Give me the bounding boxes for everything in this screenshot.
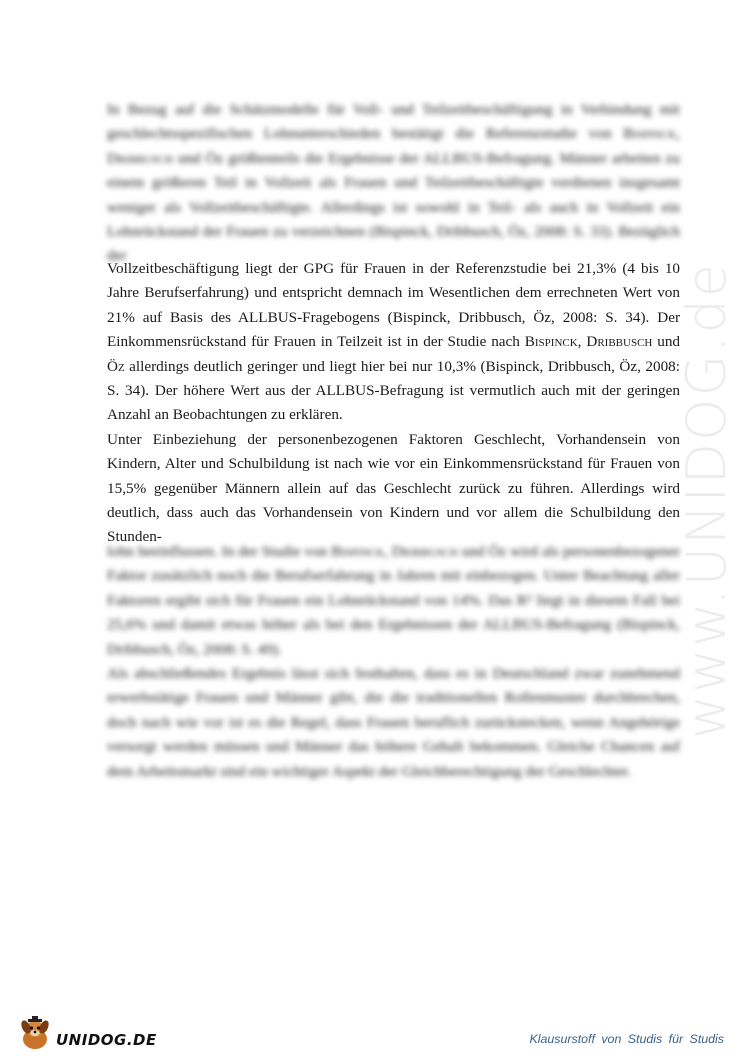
blurred-text-bottom xyxy=(107,540,680,784)
footer-tagline: Klausurstoff von Studis für Studis xyxy=(529,1032,724,1046)
clear-text xyxy=(107,257,680,550)
paragraph-1-blurred: In Bezug auf die Schätzmodelle für Voll- und Teilzeitbeschäftigung in Verbindung mit geschlechtsspezifischen Lohnunterschieden bestätigt die Referenzstudie von Bispinck, Dribbusch und Öz größtenteils die Ergebnisse der ALLBUS-Befragung. Männer arbeiten zu einem größeren Teil in Vollzeit als Frauen und Teilzeitbeschäftigte verdienen insgesamt weniger als Vollzeitbeschäftigte. Allerdings ist sowohl in Teil- als auch in Vollzeit ein Lohnrückstand der Frauen zu verzeichnen (Bispinck, Dribbusch, Öz, 2008: S. 33). Bezüglich der xyxy=(107,101,680,265)
watermark-text: www.UNIDOG.de xyxy=(675,261,739,739)
logo-text: UNIDOG.DE xyxy=(56,1031,157,1049)
blurred-text-top xyxy=(107,98,680,269)
paragraph-3-blurred: Als abschließendes Ergebnis lässt sich festhalten, dass es in Deutschland zwar zunehmend erwerbstätige Frauen und Männer gibt, die die traditionellen Rollenmuster durchbrechen, doch nach wie vor ist es die Regel, dass Frauen beruflich zurückstecken, wenn Angehörige versorgt werden müssen und Männer das höhere Gehalt bekommen. Gleiche Chancen auf dem Arbeitsmarkt sind ein wichtiger Aspekt der Gleichberechtigung der Geschlechter. xyxy=(107,665,680,780)
paragraph-1-clear: Vollzeitbeschäftigung liegt der GPG für Frauen in der Referenzstudie bei 21,3% (4 bis 10 Jahre Berufserfahrung) und entspricht demnach im Wesentlichen dem errechneten Wert von 21% auf Basis des ALLBUS-Fragebogens (Bispinck, Dribbusch, Öz, 2008: S. 34). Der Einkommensrückstand für Frauen in Teilzeit ist in der Studie nach Bispinck, Dribbusch und Öz allerdings deutlich geringer und liegt hier bei nur 10,3% (Bispinck, Dribbusch, Öz, 2008: S. 34). Der höhere Wert aus der ALLBUS-Befragung ist vermutlich auch mit der geringen Anzahl an Beobachtungen zu erklären. xyxy=(107,260,681,424)
paragraph-2-clear: Unter Einbeziehung der personenbezogenen Faktoren Geschlecht, Vorhandensein von Kindern, Alter und Schulbildung ist nach wie vor ein Einkommensrückstand für Frauen von 15,5% gegenüber Männern allein auf das Geschlecht zurück zu führen. Allerdings wird deutlich, dass auch das Vorhandensein von Kindern und vor allem die Schulbildung den Stunden- xyxy=(107,430,680,546)
dog-mascot-icon xyxy=(16,1015,54,1051)
unidog-logo[interactable] xyxy=(16,1015,157,1051)
paragraph-2-blurred: lohn beeinflussen. In der Studie von Bispinck, Dribbusch und Öz wird als personenbezogener Faktor zusätzlich noch die Berufserfahrung in Jahren mit einbezogen. Unter Beachtung aller Faktoren ergibt sich für Frauen ein Lohnrückstand von 14%. Das R² liegt in diesem Fall bei 25,6% und damit etwas höher als bei den Ergebnissen der ALLBUS-Befragung (Bispinck, Dribbusch, Öz, 2008: S. 49). xyxy=(107,543,681,658)
